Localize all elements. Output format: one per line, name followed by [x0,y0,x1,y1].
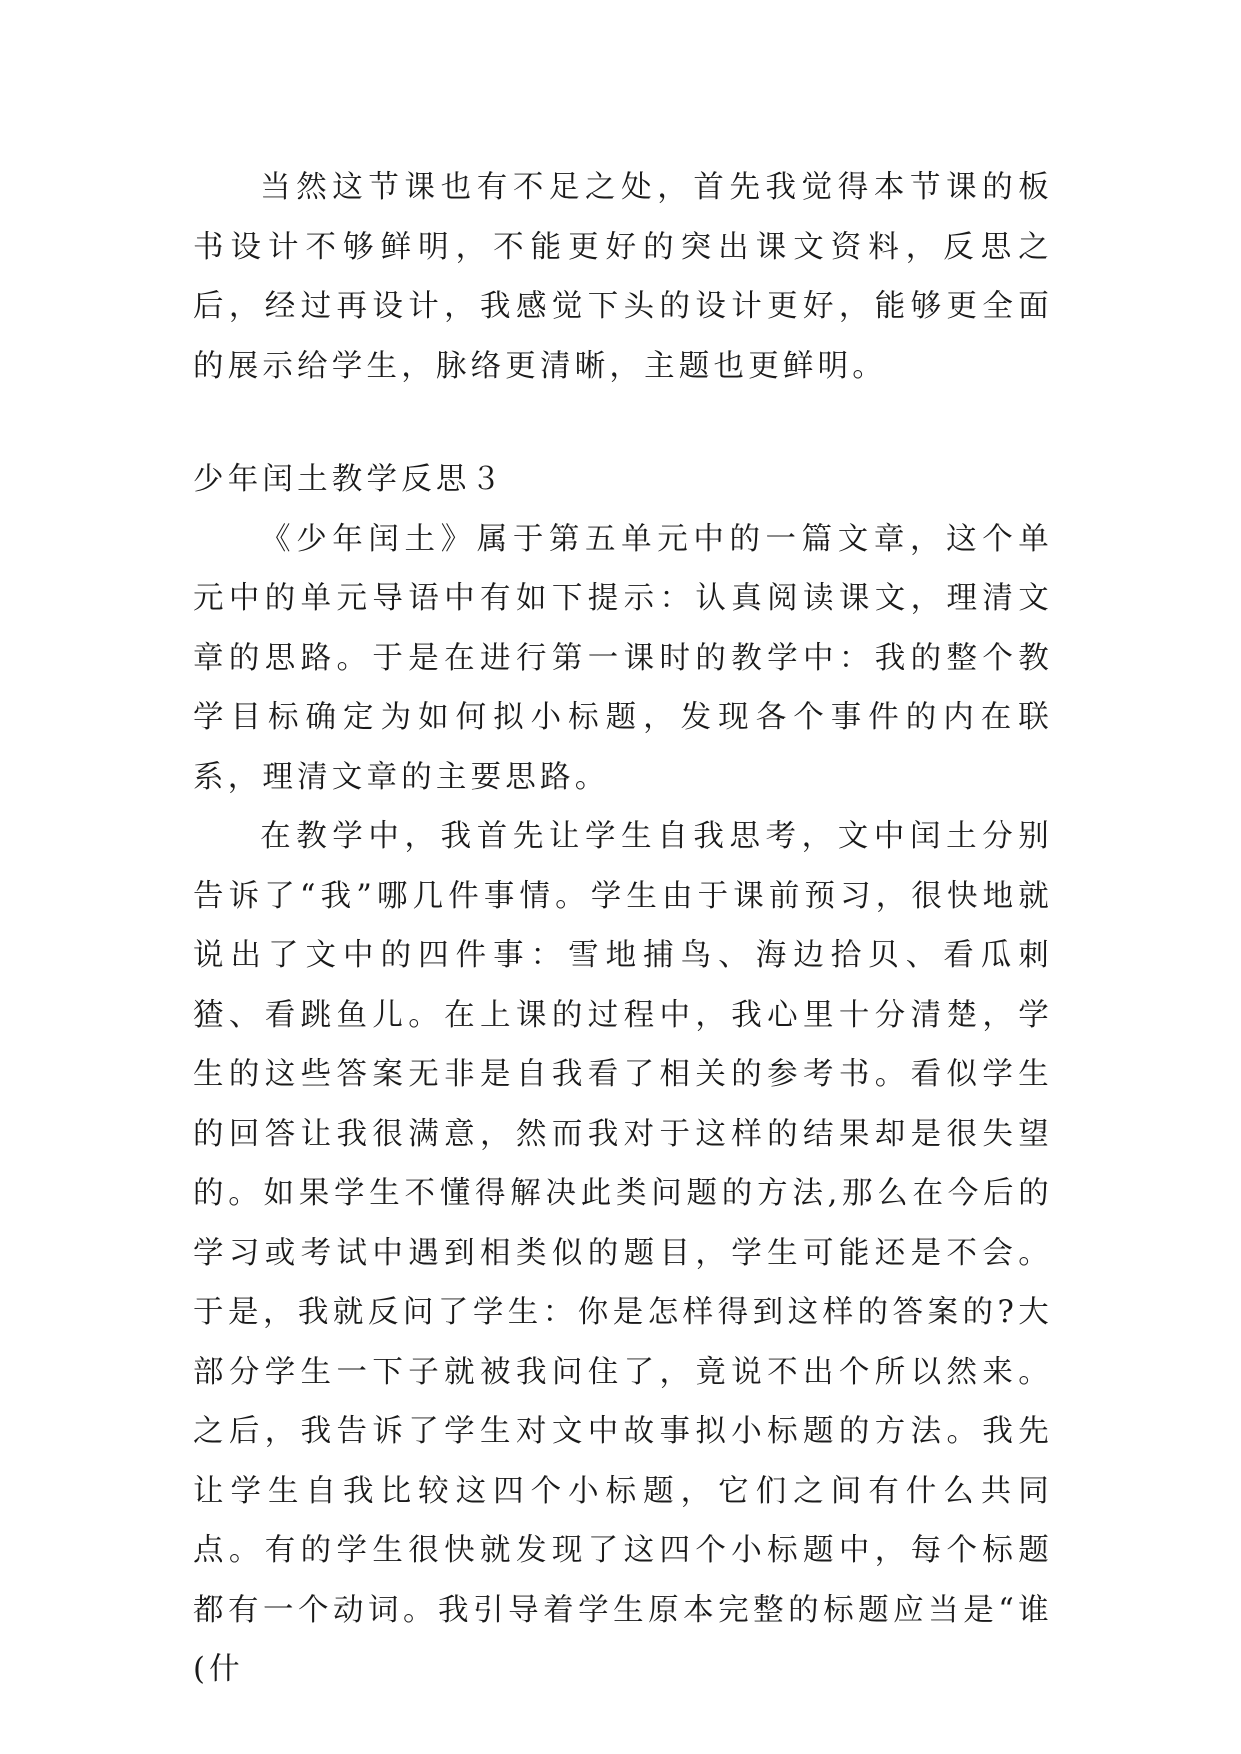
text-block-top [193,158,1053,396]
body-paragraph: 《少年闰土》属于第五单元中的一篇文章，这个单元中的单元导语中有如下提示：认真阅读课文，理清文章的思路。于是在进行第一课时的教学中：我的整个教学目标确定为如何拟小标题，发现各个事件的内在联系，理清文章的主要思路。 [193,521,1053,795]
body-paragraph: 在教学中，我首先让学生自我思考，文中闰土分别告诉了“我”哪几件事情。学生由于课前预习，很快地就说出了文中的四件事：雪地捕鸟、海边拾贝、看瓜刺猹、看跳鱼儿。在上课的过程中，我心里十分清楚，学生的这些答案无非是自我看了相关的参考书。看似学生的回答让我很满意，然而我对于这样的结果却是很失望的。如果学生不懂得解决此类问题的方法,那么在今后的学习或考试中遇到相类似的题目，学生可能还是不会。于是，我就反问了学生：你是怎样得到这样的答案的?大部分学生一下子就被我问住了，竟说不出个所以然来。之后，我告诉了学生对文中故事拟小标题的方法。我先让学生自我比较这四个小标题，它们之间有什么共同点。有的学生很快就发现了这四个小标题中，每个标题都有一个动词。我引导着学生原本完整的标题应当是“谁(什 [193,819,1053,1687]
section-heading: 少年闰土教学反思３ [193,462,506,497]
text-block-main [193,450,1053,1700]
body-paragraph: 当然这节课也有不足之处，首先我觉得本节课的板书设计不够鲜明，不能更好的突出课文资料，反思之后，经过再设计，我感觉下头的设计更好，能够更全面的展示给学生，脉络更清晰，主题也更鲜明。 [193,170,1053,384]
